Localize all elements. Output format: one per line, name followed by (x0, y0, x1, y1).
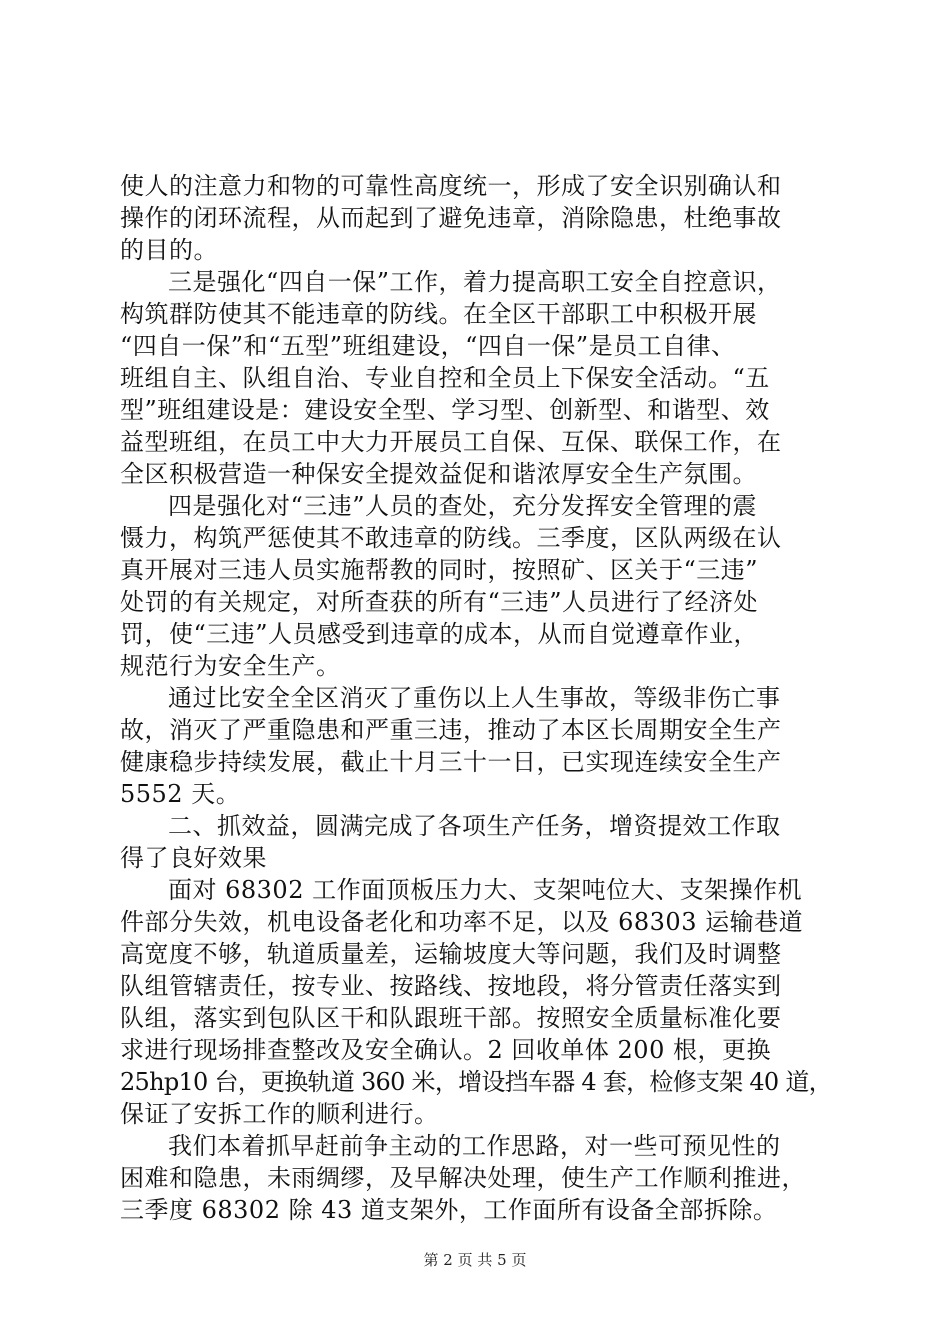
paragraph-line: 罚，使“三违”人员感受到违章的成本，从而自觉遵章作业， (120, 620, 759, 648)
paragraph-line: 求进行现场排查整改及安全确认。2 回收单体 200 根，更换 (120, 1036, 771, 1064)
paragraph-line: 慑力，构筑严惩使其不敢违章的防线。三季度，区队两级在认 (120, 524, 782, 552)
paragraph-first-line: 面对 68302 工作面顶板压力大、支架吨位大、支架操作机 (168, 876, 803, 904)
paragraph-line: 操作的闭环流程，从而起到了避免违章，消除隐患，杜绝事故 (120, 204, 782, 232)
paragraph-line: 三季度 68302 除 43 道支架外，工作面所有设备全部拆除。 (120, 1196, 778, 1224)
paragraph-line: 件部分失效，机电设备老化和功率不足，以及 68303 运输巷道 (120, 908, 804, 936)
paragraph-first-line: 四是强化对“三违”人员的查处，充分发挥安全管理的震 (168, 492, 758, 520)
paragraph-line: 班组自主、队组自治、专业自控和全员上下保安全活动。“五 (120, 364, 770, 392)
paragraph-first-line: 我们本着抓早赶前争主动的工作思路，对一些可预见性的 (168, 1132, 781, 1160)
paragraph-line: “四自一保”和“五型”班组建设，“四自一保”是员工自律、 (120, 332, 736, 360)
paragraph-first-line: 三是强化“四自一保”工作，着力提高职工安全自控意识， (168, 268, 782, 296)
paragraph-line: 得了良好效果 (120, 844, 267, 872)
paragraph-line: 使人的注意力和物的可靠性高度统一，形成了安全识别确认和 (120, 172, 782, 200)
paragraph-line: 高宽度不够，轨道质量差，运输坡度大等问题，我们及时调整 (120, 940, 782, 968)
paragraph-first-line: 二、抓效益，圆满完成了各项生产任务，增资提效工作取 (168, 812, 781, 840)
document-body (120, 170, 832, 1226)
paragraph-line: 队组，落实到包队区干和队跟班干部。按照安全质量标准化要 (120, 1004, 782, 1032)
paragraph-line: 处罚的有关规定，对所查获的所有“三违”人员进行了经济处 (120, 588, 759, 616)
paragraph-line: 构筑群防使其不能违章的防线。在全区干部职工中积极开展 (120, 300, 757, 328)
paragraph-line: 25hp10 台，更换轨道 360 米，增设挡车器 4 套，检修支架 40 道， (120, 1068, 832, 1096)
paragraph-first-line: 通过比安全全区消灭了重伤以上人生事故，等级非伤亡事 (168, 684, 781, 712)
paragraph-line: 故，消灭了严重隐患和严重三违，推动了本区长周期安全生产 (120, 716, 782, 744)
paragraph-line: 型”班组建设是：建设安全型、学习型、创新型、和谐型、效 (120, 396, 770, 424)
paragraph-line: 健康稳步持续发展，截止十月三十一日，已实现连续安全生产 (120, 748, 782, 776)
paragraph-line: 真开展对三违人员实施帮教的同时，按照矿、区关于“三违” (120, 556, 759, 584)
paragraph-line: 队组管辖责任，按专业、按路线、按地段，将分管责任落实到 (120, 972, 782, 1000)
paragraph-line: 益型班组，在员工中大力开展员工自保、互保、联保工作，在 (120, 428, 782, 456)
paragraph-line: 保证了安拆工作的顺利进行。 (120, 1100, 439, 1128)
page-footer: 第 2 页 共 5 页 (423, 1251, 527, 1269)
paragraph-line: 全区积极营造一种保安全提效益促和谐浓厚安全生产氛围。 (120, 460, 757, 488)
paragraph-line: 5552 天。 (120, 780, 241, 808)
paragraph-line: 困难和隐患，未雨绸缪，及早解决处理，使生产工作顺利推进， (120, 1164, 806, 1192)
paragraph-line: 规范行为安全生产。 (120, 652, 341, 680)
paragraph-line: 的目的。 (120, 236, 218, 264)
